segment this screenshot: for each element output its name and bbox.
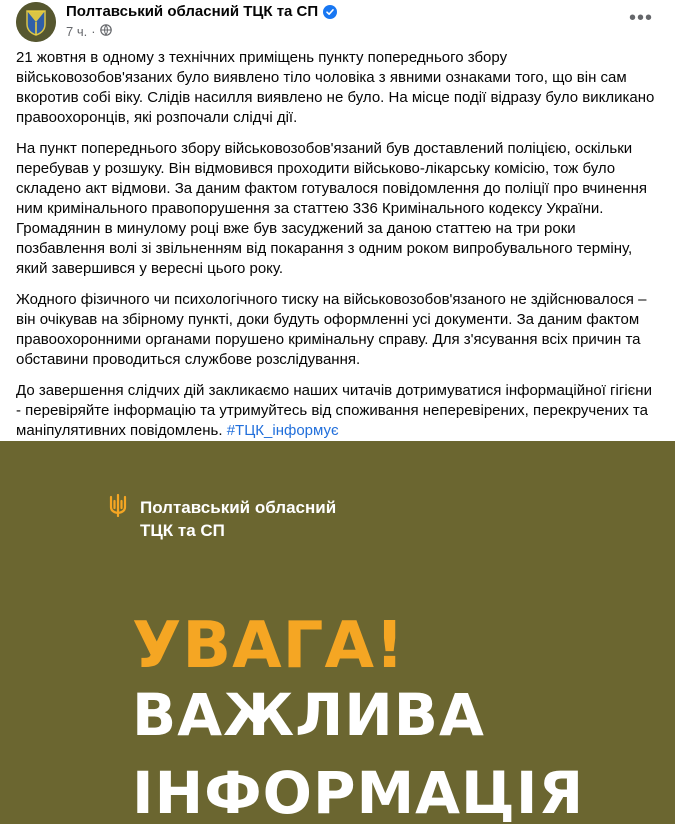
more-options-icon: ••• [628,6,653,29]
trident-icon [108,493,128,522]
image-org-line1: Полтавський обласний [140,498,337,517]
globe-icon[interactable] [100,24,112,39]
image-headline-important: ВАЖЛИВА [132,681,485,749]
post-meta [66,24,112,39]
image-headline-information: ІНФОРМАЦІЯ [132,759,585,824]
post-time[interactable]: 7 ч. [66,24,88,39]
hashtag-link[interactable]: #ТЦК_інформує [226,422,339,439]
image-org-line2: ТЦК та СП [140,521,225,540]
image-org-name [140,496,336,542]
image-headline-attention: УВАГА! [132,609,406,683]
post-header [0,0,675,44]
post-image[interactable] [0,441,675,824]
verified-badge-icon [323,5,337,19]
meta-separator: · [91,24,96,39]
post-paragraph-2: На пункт попереднього збору військовозобов'язаний був доставлений поліцією, оскільки перебував у розшуку. Він відмовився проходити військово-лікарську комісію, тож було складено акт відмови. За даним фактом готувалося повідомлення до поліції про вчинення ним кримінального правопорушення за статтею 336 Кримінального кодексу України. Громадянин в минулому році вже був засуджений за даною статтею на три роки позбавлення волі зі звільненням від покарання з одним роком випробувального терміну, який завершився у вересні цього року. [16,140,647,277]
more-options-button[interactable] [623,4,659,32]
post-paragraph-4-text: До завершення слідчих дій закликаємо наших читачів дотримуватися інформаційної гігієни - перевіряйте інформацію та утримуйтесь від споживання неперевірених, перекручених та маніпулятивних повідомлень. [16,382,652,439]
page-avatar[interactable] [16,2,56,42]
avatar-emblem-icon [16,2,56,42]
page-name-label[interactable]: Полтавський обласний ТЦК та СП [66,3,319,20]
post-paragraph-4 [16,381,656,441]
page-name[interactable] [66,3,337,20]
post-paragraph-3: Жодного фізичного чи психологічного тиску на військовозобов'язаного не здійснювалося – він очікував на збірному пункті, доки будуть оформленні усі документи. За даним фактом правоохоронними органами порушено кримінальну справу. Для з'ясування всіх причин та обставини проводиться службове розслідування. [16,291,647,368]
post-body [16,48,656,452]
post-paragraph-1: 21 жовтня в одному з технічних приміщень пункту попереднього збору військовозобов'язаних було виявлено тіло чоловіка з явними ознаками того, що він сам вкоротив собі віку. Слідів насилля виявлено не було. На місце події відразу було викликано правоохоронців, які розпочали слідчі дії. [16,49,655,126]
